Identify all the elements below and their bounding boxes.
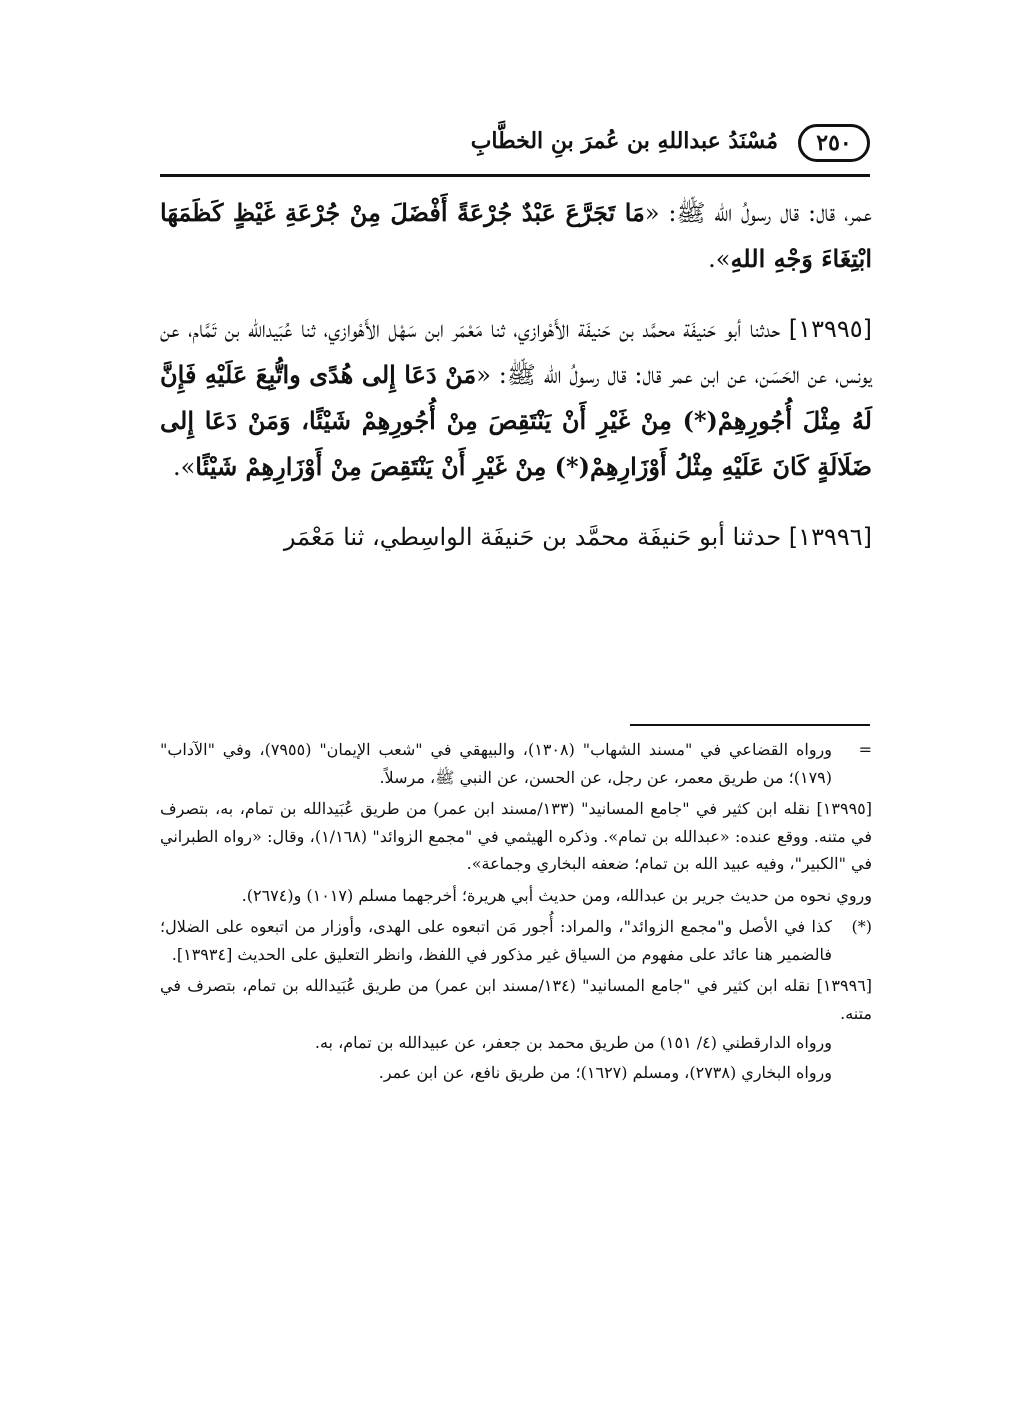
- footnote-mark: [١٣٩٩٦]: [816, 976, 873, 995]
- footnote-text: نقله ابن كثير في "جامع المسانيد" (١٣٣/مسند ابن عمر) من طريق عُبَيدالله بن تمام، به، بتصرف في متنه. ووقع عنده: «عبدالله بن تمام». وذكره الهيثمي في "مجمع الزوائد" (١/١٦٨)، وقال: «رواه الطبراني في "الكبير"، وفيه عبيد الله بن تمام؛ ضعفه البخاري وجماعة».: [160, 799, 872, 873]
- hadith-number: [١٣٩٩٥]: [788, 315, 872, 343]
- footnote-text: ورواه الدارقطني (٤/ ١٥١) من طريق محمد بن جعفر، عن عبيدالله بن تمام، به.: [314, 1033, 832, 1052]
- page-header: [160, 112, 870, 174]
- footnote-text: ورواه القضاعي في "مسند الشهاب" (١٣٠٨)، والبيهقي في "شعب الإيمان" (٧٩٥٥)، وفي "الآداب" (١٧٩)؛ من طريق معمر، عن رجل، عن الحسن، عن النبي ﷺ، مرسلاً.: [160, 740, 832, 787]
- footnote: [160, 1059, 872, 1087]
- footnote-mark: [١٣٩٩٥]: [816, 799, 872, 818]
- footnote-mark: (*): [851, 917, 872, 936]
- hadith-13996: [160, 514, 872, 560]
- isnad-text: حدثنا أبو حَنيفَة محمَّد بن حَنيفَة الواسِطي، ثنا مَعْمَر: [283, 523, 789, 551]
- footnotes: [160, 736, 872, 1086]
- footnote-mark: =: [858, 740, 872, 759]
- hadith-13995: [160, 306, 872, 490]
- page-number: ٢٥٠: [798, 124, 870, 162]
- running-title: مُسْنَدُ عبداللهِ بن عُمرَ بنِ الخطَّابِ: [470, 128, 778, 154]
- footnote: [160, 972, 872, 1027]
- footnote: [160, 882, 872, 910]
- footnote: [160, 1029, 872, 1057]
- text: ».: [708, 245, 731, 273]
- text: عمر، قال: قال رسولُ الله ﷺ: «: [644, 199, 872, 227]
- text: ».: [172, 453, 196, 481]
- footnote-text: ورواه البخاري (٢٧٣٨)، ومسلم (١٦٢٧)؛ من طريق نافع، عن ابن عمر.: [378, 1062, 832, 1082]
- footnote-text: وروي نحوه من حديث جرير بن عبدالله، ومن حديث أبي هريرة؛ أخرجهما مسلم (١٠١٧) و(٢٦٧٤).: [241, 885, 872, 905]
- footnote: [160, 913, 872, 968]
- header-rule: [160, 174, 870, 177]
- hadith-text: مَا تَجَرَّعَ عَبْدٌ جُرْعَةً أَفْضَلَ مِنْ جُرْعَةِ غَيْظٍ كَظَمَهَا ابْتِغَاءَ وَجْهِ اللهِ: [160, 198, 872, 273]
- footnote-rule: [630, 724, 870, 726]
- footnote: [160, 795, 872, 878]
- paragraph-continued: [160, 190, 872, 282]
- footnote: [160, 736, 872, 791]
- isnad-text: حدثنا أبو حَنيفَة محمَّد بن حَنيفَة الأَهْوازي، ثنا مَعْمَر ابن سَهْل الأَهْوازي، ثنا عُبَيدالله بن تَمَّام، عن يونس، عن الحَسَن، عن ابن عمر قال: قال رسولُ الله ﷺ: «: [160, 315, 873, 389]
- footnote-text: نقله ابن كثير في "جامع المسانيد" (١٣٤/مسند ابن عمر) من طريق عُبَيدالله بن تمام، بتصرف في متنه.: [160, 976, 872, 1023]
- hadith-number: [١٣٩٩٦]: [788, 523, 872, 551]
- main-text: [160, 190, 872, 560]
- hadith-text: مَنْ دَعَا إِلى هُدًى واتُّبِعَ عَلَيْهِ فَإِنَّ لَهُ مِثْلَ أُجُورِهِمْ(*) مِنْ غَيْرِ أَنْ يَنْتَقِصَ مِنْ أُجُورِهِمْ شَيْئًا، وَمَنْ دَعَا إِلى ضَلَالَةٍ كَانَ عَلَيْهِ مِثْلُ أَوْزَارِهِمْ(*) مِنْ غَيْرِ أَنْ يَنْتَقِصَ مِنْ أَوْزَارِهِمْ شَيْئًا: [160, 360, 872, 481]
- footnote-text: كذا في الأصل و"مجمع الزوائد"، والمراد: أُجور مَن اتبعوه على الهدى، وأوزار من اتبعوه على الضلال؛ فالضمير هنا عائد على مفهوم من السياق غير مذكور في اللفظ، وانظر التعليق على الحديث [١٣٩٣٤].: [160, 917, 832, 964]
